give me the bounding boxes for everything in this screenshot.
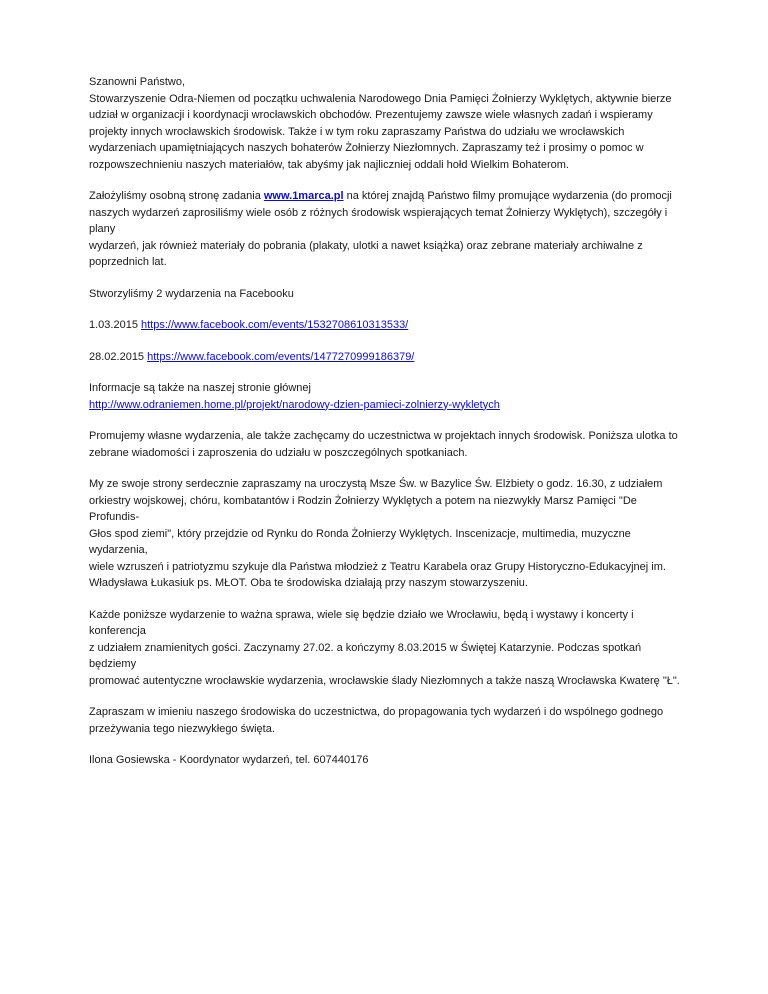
events-line: z udziałem znamienitych gości. Zaczynamy 27.02. a kończymy 8.03.2015 w Świętej Katarzynie. Podczas spotkań będziemy — [89, 641, 642, 670]
homepage-text: Informacje są także na naszej stronie głównej — [89, 382, 311, 394]
events-line: promować autentyczne wrocławskie wydarzenia, wrocławskie ślady Niezłomnych a także naszą Wrocławska Kwaterę "Ł". — [89, 674, 680, 687]
intro-line: udział w organizacji i koordynacji wrocławskich obchodów. Prezentujemy zawsze wiele własnych zadań i wspieramy — [89, 109, 653, 121]
signature: Ilona Gosiewska - Koordynator wydarzeń, tel. 607440176 — [89, 754, 369, 766]
events-paragraph — [89, 607, 689, 690]
greeting-line: Szanowni Państwo, — [89, 76, 185, 88]
website-link[interactable]: www.1marca.pl — [263, 190, 344, 202]
intro-line: rozpowszechnieniu naszych materiałów, tak abyśmy jak najliczniej oddali hołd Wielkim Bohaterom. — [89, 158, 569, 171]
website-paragraph — [89, 188, 689, 271]
greeting-paragraph — [89, 74, 689, 173]
promotion-line: Promujemy własne wydarzenia, ale także zachęcamy do uczestnictwa w projektach innych środowisk. Poniższa ulotka to — [89, 430, 678, 442]
event-2 — [89, 349, 689, 366]
document-page — [89, 74, 689, 784]
event-1-link[interactable]: https://www.facebook.com/events/1532708610313533/ — [141, 319, 409, 331]
promotion-paragraph — [89, 428, 689, 461]
website-line — [89, 188, 689, 205]
event-1-date: 1.03.2015 — [89, 319, 141, 331]
invitation-line: orkiestry wojskowej, chóru, kombatantów i Rodzin Żołnierzy Wyklętych a potem na niezwykły Marsz Pamięci "De Profundis- — [89, 494, 637, 523]
intro-line: Stowarzyszenie Odra-Niemen od początku uchwalenia Narodowego Dnia Pamięci Żołnierzy Wyklętych, aktywnie bierze — [89, 92, 672, 105]
website-text-post: na której znajdą Państwo filmy promujące wydarzenia (do promocji — [343, 190, 672, 202]
website-text-pre: Założyliśmy osobną stronę zadania — [89, 190, 264, 202]
event-1 — [89, 317, 689, 334]
invitation-line: My ze swoje strony serdecznie zapraszamy na uroczystą Msze Św. w Bazylice Św. Elżbiety o godz. 16.30, z udziałem — [89, 478, 663, 490]
closing-line: przeżywania tego niezwykłego święta. — [89, 722, 275, 735]
homepage-paragraph — [89, 380, 689, 413]
events-line: Każde poniższe wydarzenie to ważna sprawa, wiele się będzie działo we Wrocławiu, będą i wystawy i koncerty i konferencja — [89, 608, 634, 637]
homepage-link[interactable]: http://www.odraniemen.home.pl/projekt/narodowy-dzien-pamieci-zolnierzy-wykletych — [89, 398, 500, 411]
closing-line: Zapraszam w imieniu naszego środowiska do uczestnictwa, do propagowania tych wydarzeń i do wspólnego godnego — [89, 706, 664, 718]
event-2-date: 28.02.2015 — [89, 350, 148, 363]
invitation-line: Władysława Łukasiuk ps. MŁOT. Oba te środowiska działają przy naszym stowarzyszeniu. — [89, 577, 528, 589]
invitation-line: wiele wzruszeń i patriotyzmu szykuje dla Państwa młodzież z Teatru Karabela oraz Grupy Historyczno-Edukacyjnej im. — [89, 560, 666, 573]
promotion-line: zebrane wiadomości i zaproszenia do udziału w poszczególnych spotkaniach. — [89, 446, 468, 459]
website-line: wydarzeń, jak również materiały do pobrania (plakaty, ulotki a nawet książka) oraz zebrane materiały archiwalne z — [89, 239, 643, 252]
website-line: poprzednich lat. — [89, 256, 167, 268]
facebook-intro: Stworzyliśmy 2 wydarzenia na Facebooku — [89, 287, 294, 300]
intro-line: wydarzeniach upamiętniających naszych bohaterów Żołnierzy Niezłomnych. Zapraszamy też i prosimy o pomoc w — [89, 142, 644, 154]
intro-line: projekty innych wrocławskich środowisk. Także i w tym roku zapraszamy Państwa do udziału we wrocławskich — [89, 125, 625, 138]
closing-paragraph — [89, 704, 689, 737]
website-line: naszych wydarzeń zaprosiliśmy wiele osób z różnych środowisk wspierających temat Żołnierzy Wyklętych), szczegóły i plany — [89, 206, 668, 235]
invitation-paragraph — [89, 476, 689, 592]
invitation-line: Głos spod ziemi", który przejdzie od Rynku do Ronda Żołnierzy Wyklętych. Inscenizacje, multimedia, muzyczne wydarzenia, — [89, 527, 631, 556]
event-2-link[interactable]: https://www.facebook.com/events/1477270999186379/ — [147, 350, 415, 363]
